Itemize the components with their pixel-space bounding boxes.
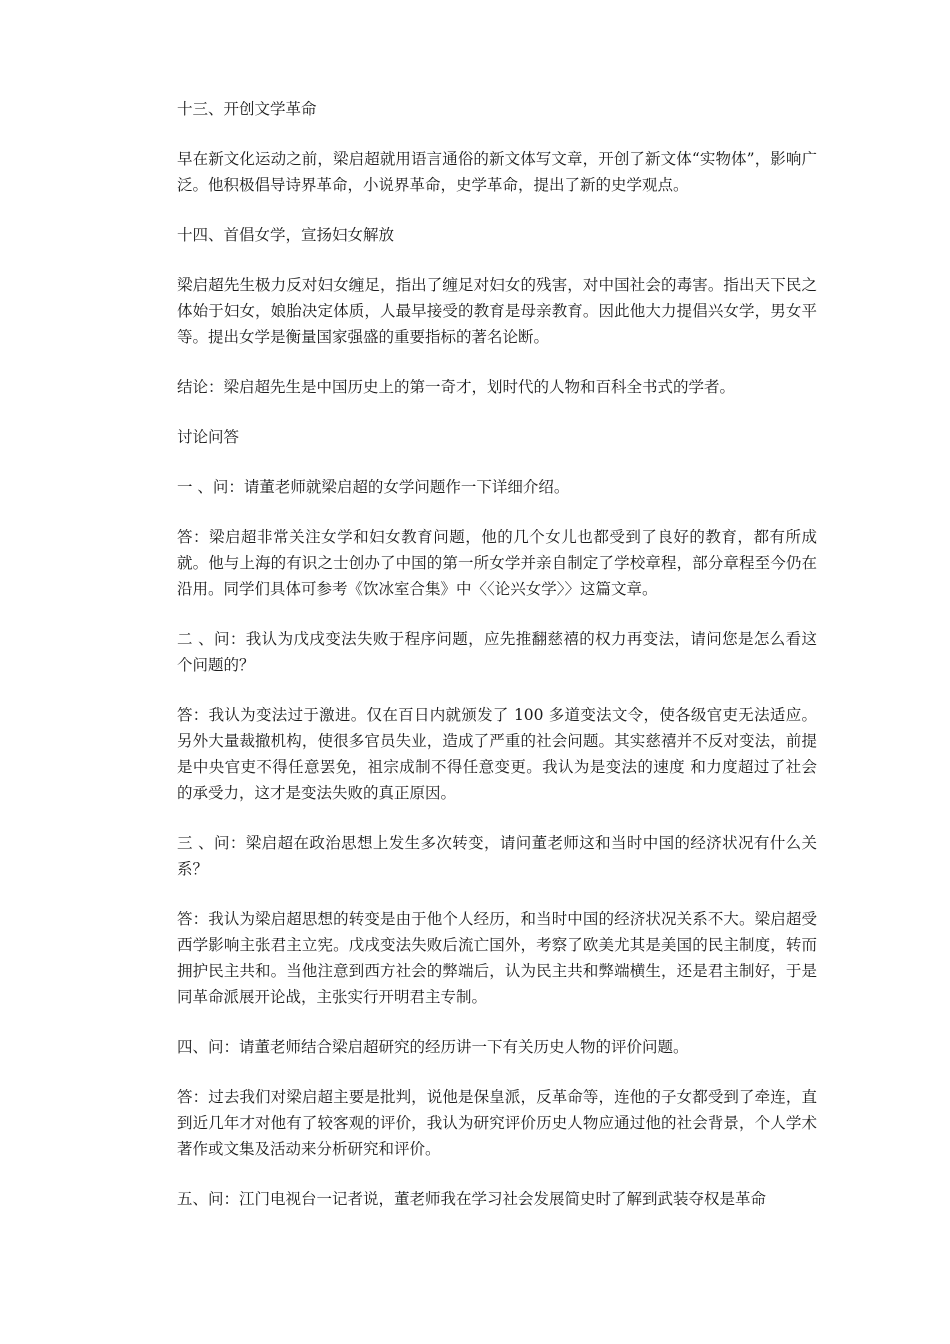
answer-3: 答：我认为梁启超思想的转变是由于他个人经历，和当时中国的经济状况关系不大。梁启超受西学影响主张君主立宪。戊戌变法失败后流亡国外，考察了欧美尤其是美国的民主制度，转而拥护民主共和。当他注意到西方社会的弊端后，认为民主共和弊端横生，还是君主制好，于是同革命派展开论战，主张实行开明君主专制。 [177, 910, 817, 1006]
paragraph-conclusion: 结论：梁启超先生是中国历史上的第一奇才，划时代的人物和百科全书式的学者。 [177, 378, 736, 396]
answer-4: 答：过去我们对梁启超主要是批判，说他是保皇派，反革命等，连他的子女都受到了牵连，直到近几年才对他有了较客观的评价，我认为研究评价历史人物应通过他的社会背景，个人学术著作或文集及活动来分析研究和评价。 [177, 1088, 817, 1158]
paragraph-literary-revolution: 早在新文化运动之前，梁启超就用语言通俗的新文体写文章，开创了新文体“实物体”，影响广泛。他积极倡导诗界革命，小说界革命，史学革命，提出了新的史学观点。 [177, 150, 817, 194]
question-3: 三 、问：梁启超在政治思想上发生多次转变，请问董老师这和当时中国的经济状况有什么关系？ [177, 834, 817, 878]
question-2: 二 、问：我认为戊戌变法失败于程序问题，应先推翻慈禧的权力再变法，请问您是怎么看这个问题的？ [177, 630, 817, 674]
question-5: 五、问：江门电视台一记者说，董老师我在学习社会发展简史时了解到武装夺权是革命 [177, 1190, 767, 1208]
section-heading-13: 十三、开创文学革命 [177, 100, 317, 118]
discussion-heading: 讨论问答 [177, 428, 240, 446]
section-heading-14: 十四、首倡女学，宣扬妇女解放 [177, 226, 395, 244]
question-4: 四、问：请董老师结合梁启超研究的经历讲一下有关历史人物的评价问题。 [177, 1038, 689, 1056]
question-1: 一 、问：请董老师就梁启超的女学问题作一下详细介绍。 [177, 478, 570, 496]
answer-2: 答：我认为变法过于激进。仅在百日内就颁发了 100 多道变法文令，使各级官吏无法适应。另外大量裁撤机构，使很多官员失业，造成了严重的社会问题。其实慈禧并不反对变法，前提是中央官吏不得任意罢免，祖宗成制不得任意变更。我认为是变法的速度 和力度超过了社会的承受力，这才是变法失败的真正原因。 [177, 706, 817, 802]
paragraph-women-education: 梁启超先生极力反对妇女缠足，指出了缠足对妇女的残害，对中国社会的毒害。指出天下民之体始于妇女，娘胎决定体质，人最早接受的教育是母亲教育。因此他大力提倡兴女学，男女平等。提出女学是衡量国家强盛的重要指标的著名论断。 [177, 276, 817, 346]
answer-1: 答：梁启超非常关注女学和妇女教育问题，他的几个女儿也都受到了良好的教育，都有所成就。他与上海的有识之士创办了中国的第一所女学并亲自制定了学校章程，部分章程至今仍在沿用。同学们具体可参考《饮冰室合集》中〈〈论兴女学〉〉这篇文章。 [177, 528, 817, 598]
document-page [177, 96, 817, 1236]
